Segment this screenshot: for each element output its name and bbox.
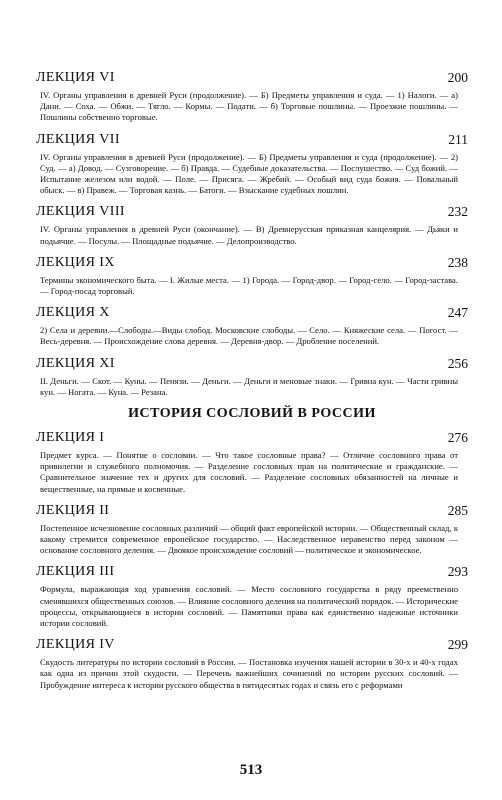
page-number: 247 xyxy=(447,305,468,321)
lecture-summary: Термины экономического быта. — I. Жилые места. — 1) Города. — Город-двор. — Город-село. — Город-застава. — Город-посад торговый. xyxy=(40,274,458,297)
lecture-title: ЛЕКЦИЯ XI xyxy=(36,355,115,371)
toc-entry xyxy=(36,356,468,398)
lecture-title: ЛЕКЦИЯ VII xyxy=(36,131,120,147)
section-heading: ИСТОРИЯ СОСЛОВИЙ В РОССИИ xyxy=(128,406,376,422)
lecture-title: ЛЕКЦИЯ I xyxy=(36,430,105,446)
entry-heading xyxy=(36,204,468,224)
entry-heading xyxy=(36,132,468,152)
entry-heading xyxy=(36,564,468,584)
entry-heading xyxy=(36,356,468,376)
toc-entry xyxy=(36,430,468,495)
lecture-summary: Предмет курса. — Понятие о сословии. — Что такое сословные права? — Отличие сословного права от привилегии и служебного полномочия. — Разделение сословных прав на политические и гражданские. — Сравнительное значение тех и других для сословий. — Разделение сословных обязанностей на личные и вещественные, на прямые и косвенные. xyxy=(40,450,458,494)
lecture-summary: Скудость литературы по истории сословий в России. — Постановка изучения нашей истории в 30-х и 40-х годах как одна из причин этой скудости. — Перечень важнейших сочинений по истории русских сословий. — Пробуждение интереса к истории русского общества в пятидесятых годах и связь его с реформами xyxy=(40,657,458,690)
entry-heading xyxy=(36,305,468,325)
lecture-summary: Формула, выражающая ход уравнения сословий. — Место сословного государства в ряду преемственно сменявшихся общественных союзов. — Влияние сословного деления на политический порядок. — Исторические процессы, открывающиеся в истории сословий. — Памятники права как единственно надежные источники истории сословий. xyxy=(40,584,458,629)
page-number: 285 xyxy=(447,502,468,518)
lecture-title: ЛЕКЦИЯ IV xyxy=(36,637,115,653)
lecture-summary: 2) Села и деревни.—Слободы.—Виды слобод. Московские слободы. — Село. — Княжеские села. — Погост. — Весь-деревня. — Происхождение слова деревня. — Деревня-двор. — Дробление поселений. xyxy=(40,325,458,347)
page-number: 211 xyxy=(448,131,468,147)
lecture-summary: Постепенное исчезновение сословных различий — общий факт европейской истории. — Общественный склад, к какому стремится современное европейское государство. — Наследственное неравенство перед законом — основание сословного деления. — Двоякое происхождение сословий — политическое и экономическое. xyxy=(40,522,458,556)
entry-heading xyxy=(36,430,468,450)
page-number: 293 xyxy=(447,564,468,580)
page-number: 200 xyxy=(447,70,468,85)
lecture-title: ЛЕКЦИЯ II xyxy=(36,502,110,518)
table-of-contents xyxy=(36,70,468,699)
toc-entry xyxy=(36,564,468,629)
lecture-title: ЛЕКЦИЯ III xyxy=(36,564,115,580)
lecture-title: ЛЕКЦИЯ X xyxy=(36,305,110,321)
entry-heading xyxy=(36,503,468,523)
toc-entry xyxy=(36,305,468,347)
toc-entry xyxy=(36,132,468,197)
entry-heading xyxy=(36,255,468,275)
toc-entry xyxy=(36,70,468,124)
page-number: 299 xyxy=(447,637,468,653)
lecture-summary: IV. Органы управления в древней Руси (продолжение). — Б) Предметы управления и суда (продолжение). — 2) Суд. — а) Довод. — Сузговорение. — б) Правда. — Судебные доказательства. — Послушество. — Суд божий. — Испытание железом или водой. — Поле. — Присяга. — Жребий. — Особый вид суда божия. — Повальный обыск. — в) Правеж. — Торговая казнь. — Батоги. — Взыскание судебных пошлин. xyxy=(40,151,458,196)
entry-heading xyxy=(36,637,468,657)
toc-entry xyxy=(36,637,468,691)
page-number: 256 xyxy=(447,355,468,371)
page-number: 238 xyxy=(447,254,468,270)
page-number: 276 xyxy=(447,430,468,446)
entry-heading xyxy=(36,70,468,90)
toc-entry xyxy=(36,255,468,297)
lecture-title: ЛЕКЦИЯ VIII xyxy=(36,204,125,220)
toc-entry xyxy=(36,204,468,246)
lecture-summary: IV. Органы управления в древней Руси (продолжение). — Б) Предметы управления и суда. — 1) Налоги. — а) Дани. — Соха. — Обжи. — Тягло. — Кормы. — Подати. — б) Торговые пошлины. — Проезжие пошлины. — Пошлины собственно торговые. xyxy=(40,90,458,123)
lecture-summary: IV. Органы управления в древней Руси (окончание). — В) Древнерусская приказная канцелярия. — Дьяки и подьячие. — Посулы. — Площадные подьячие. — Делопроизводство. xyxy=(40,224,458,246)
page-folio-number: 513 xyxy=(239,762,263,778)
lecture-summary: II. Деньги. — Скот. — Куны. — Пенязи. — Деньги. — Деньги и меновые знаки. — Гривна кун. — Части гривны кун. — Ногата. — Куна. — Резана. xyxy=(40,375,458,397)
page-number: 232 xyxy=(447,204,468,220)
lecture-title: ЛЕКЦИЯ VI xyxy=(36,70,115,85)
lecture-title: ЛЕКЦИЯ IX xyxy=(36,254,115,270)
toc-entry xyxy=(36,503,468,557)
